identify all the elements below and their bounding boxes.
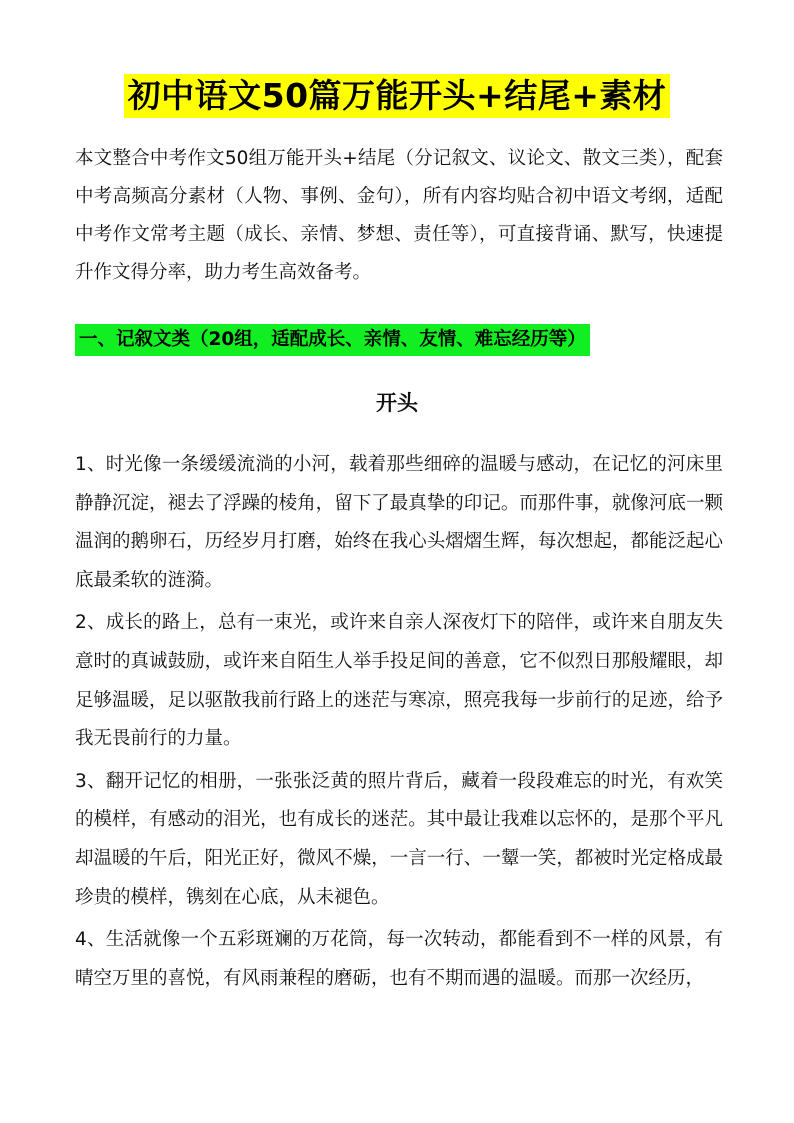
paragraph-item: 4、生活就像一个五彩斑斓的万花筒，每一次转动，都能看到不一样的风景，有晴空万里的喜悦，有风雨兼程的磨砺，也有不期而遇的温暖。而那一次经历，	[75, 929, 723, 989]
subheading-opening: 开头	[376, 391, 418, 415]
paragraph-item: 1、时光像一条缓缓流淌的小河，载着那些细碎的温暖与感动，在记忆的河床里静静沉淀，褪去了浮躁的棱角，留下了最真挚的印记。而那件事，就像河底一颗温润的鹅卵石，历经岁月打磨，始终在我心头熠熠生辉，每次想起，都能泛起心底最柔软的涟漪。	[75, 454, 723, 591]
paragraph-item: 2、成长的路上，总有一束光，或许来自亲人深夜灯下的陪伴，或许来自朋友失意时的真诚鼓励，或许来自陌生人举手投足间的善意，它不似烈日那般耀眼，却足够温暖，足以驱散我前行路上的迷茫与寒凉，照亮我每一步前行的足迹，给予我无畏前行的力量。	[75, 612, 723, 750]
intro-paragraph: 本文整合中考作文50组万能开头+结尾（分记叙文、议论文、散文三类），配套中考高频高分素材（人物、事例、金句），所有内容均贴合初中语文考纲，适配中考作文常考主题（成长、亲情、梦想、责任等），可直接背诵、默写，快速提升作文得分率，助力考生高效备考。	[75, 148, 723, 283]
title-container	[0, 74, 794, 118]
document-title: 初中语文50篇万能开头+结尾+素材	[124, 74, 671, 118]
section-heading: 一、记叙文类（20组，适配成长、亲情、友情、难忘经历等）	[75, 324, 590, 356]
paragraph-item: 3、翻开记忆的相册，一张张泛黄的照片背后，藏着一段段难忘的时光，有欢笑的模样，有感动的泪光，也有成长的迷茫。其中最让我难以忘怀的，是那个平凡却温暖的午后，阳光正好，微风不燥，一言一行、一颦一笑，都被时光定格成最珍贵的模样，镌刻在心底，从未褪色。	[75, 770, 723, 908]
section-heading-container	[75, 324, 590, 356]
paragraph-list	[75, 446, 723, 1002]
